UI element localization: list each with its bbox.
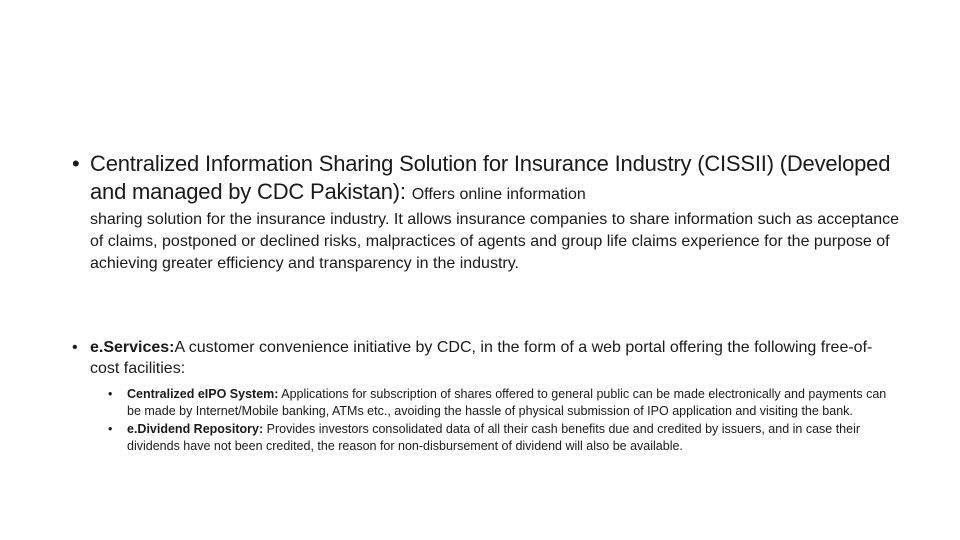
- cissii-heading-block: [90, 150, 902, 206]
- eipo-label: Centralized eIPO System:: [127, 387, 279, 401]
- eservices-label: e.Services:: [90, 339, 175, 356]
- cissii-title: Centralized Information Sharing Solution for Insurance Industry (CISSII) (Developed and managed by CDC Pakistan):: [90, 151, 891, 204]
- sub-bullet-content: [127, 386, 898, 419]
- edividend-label: e.Dividend Repository:: [127, 422, 264, 436]
- bullet-cissii: [72, 150, 902, 275]
- bullet-content: [90, 337, 882, 379]
- cissii-description: sharing solution for the insurance industry. It allows insurance companies to share information such as acceptance of claims, postponed or declined risks, malpractices of agents and group life claims experience for the purpose of achieving greater efficiency and transparency in the industry.: [90, 211, 900, 272]
- eservices-sub-list: [108, 386, 898, 456]
- edividend-text: Provides investors consolidated data of all their cash benefits due and credited by issuers, and in case their dividends have not been credited, the reason for non-disbursement of dividend will also be available.: [127, 422, 861, 453]
- bullet-content: [90, 150, 902, 275]
- cissii-inline-description: Offers online information: [411, 186, 586, 203]
- bullet-marker: •: [72, 151, 80, 176]
- sub-bullet-marker: •: [108, 387, 113, 401]
- sub-bullet-edividend: [108, 421, 898, 454]
- eservices-text: A customer convenience initiative by CDC, in the form of a web portal offering the following free-of-cost facilities:: [90, 339, 873, 377]
- sub-bullet-marker: •: [108, 422, 113, 436]
- eipo-text: Applications for subscription of shares offered to general public can be made electronically and payments can be made by Internet/Mobile banking, ATMs etc., avoiding the hassle of physical submission of IPO application and visiting the bank.: [127, 387, 887, 418]
- sub-bullet-eipo: [108, 386, 898, 419]
- bullet-marker: •: [72, 339, 78, 356]
- bullet-eservices: [72, 337, 882, 379]
- sub-bullet-content: [127, 421, 898, 454]
